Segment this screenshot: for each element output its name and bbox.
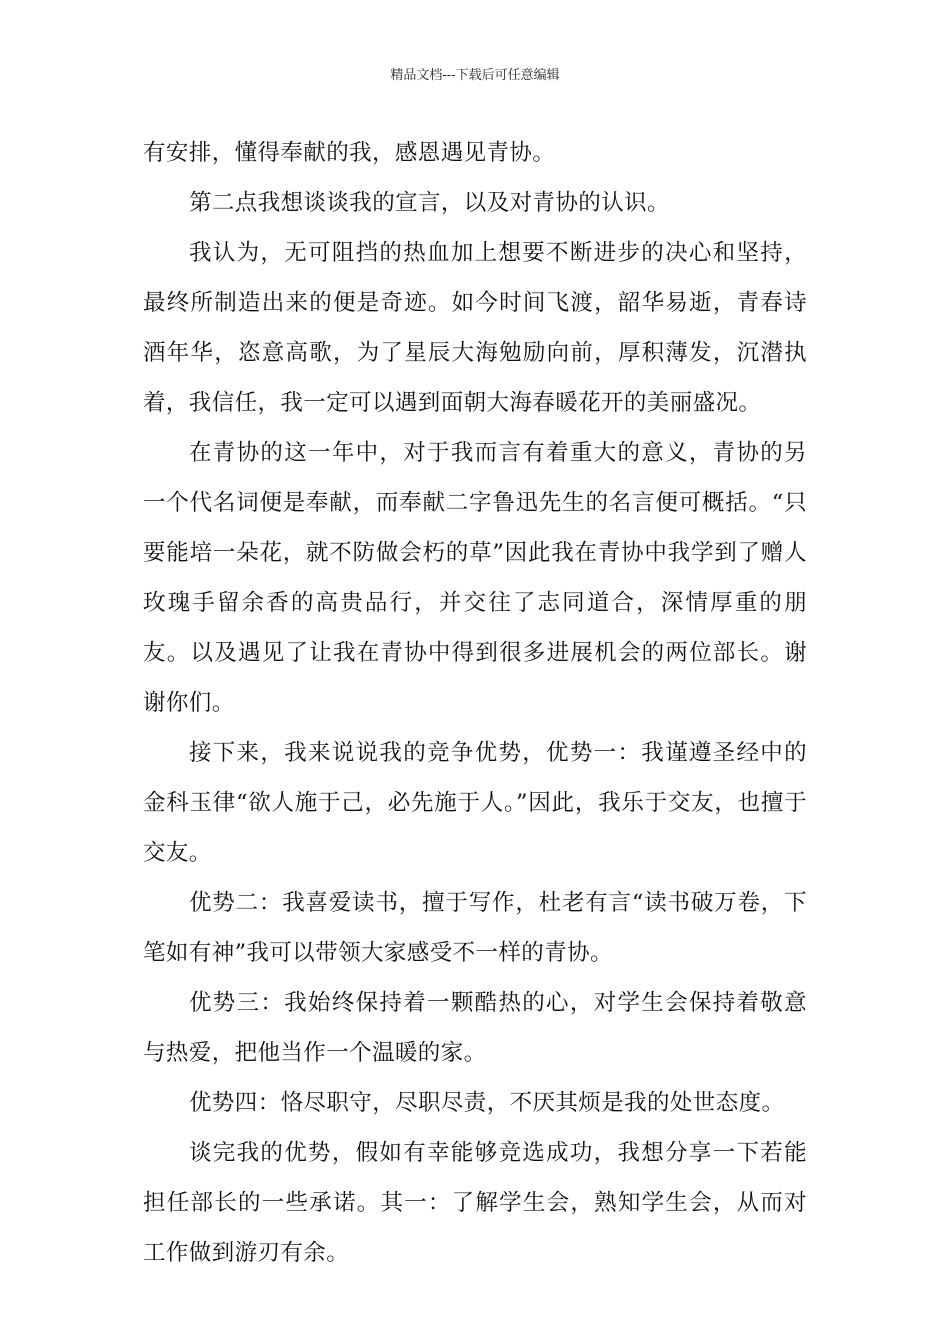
paragraph: 第二点我想谈谈我的宣言，以及对青协的认识。	[189, 190, 670, 216]
paragraph: 谈完我的优势，假如有幸能够竞选成功，我想分享一下若能担任部长的一些承诺。其一：了解学生会，熟知学生会，从而对工作做到游刃有余。	[143, 1140, 807, 1266]
page-header: 精品文档---下载后可任意编辑	[390, 68, 560, 83]
paragraph: 接下来，我来说说我的竞争优势，优势一：我谨遵圣经中的金科玉律“欲人施于己，必先施于人。”因此，我乐于交友，也擅于交友。	[143, 740, 807, 866]
paragraph: 有安排，懂得奉献的我，感恩遇见青协。	[143, 140, 556, 166]
paragraph: 我认为，无可阻挡的热血加上想要不断进步的决心和坚持，最终所制造出来的便是奇迹。如今时间飞渡，韶华易逝，青春诗酒年华，恣意高歌，为了星辰大海勉励向前，厚积薄发，沉潜执着，我信任，我一定可以遇到面朝大海春暖花开的美丽盛况。	[143, 240, 807, 416]
paragraph: 在青协的这一年中，对于我而言有着重大的意义，青协的另一个代名词便是奉献，而奉献二字鲁迅先生的名言便可概括。“只要能培一朵花，就不防做会朽的草”因此我在青协中我学到了赠人玫瑰手留余香的高贵品行，并交往了志同道合，深情厚重的朋友。以及遇见了让我在青协中得到很多进展机会的两位部长。谢谢你们。	[143, 440, 807, 716]
paragraph: 优势四：恪尽职守，尽职尽责，不厌其烦是我的处世态度。	[189, 1090, 785, 1116]
paragraph: 优势三：我始终保持着一颗酷热的心，对学生会保持着敬意与热爱，把他当作一个温暖的家。	[143, 990, 807, 1066]
paragraph: 优势二：我喜爱读书，擅于写作，杜老有言“读书破万卷，下笔如有神”我可以带领大家感受不一样的青协。	[143, 890, 807, 966]
document-body	[143, 128, 807, 1278]
